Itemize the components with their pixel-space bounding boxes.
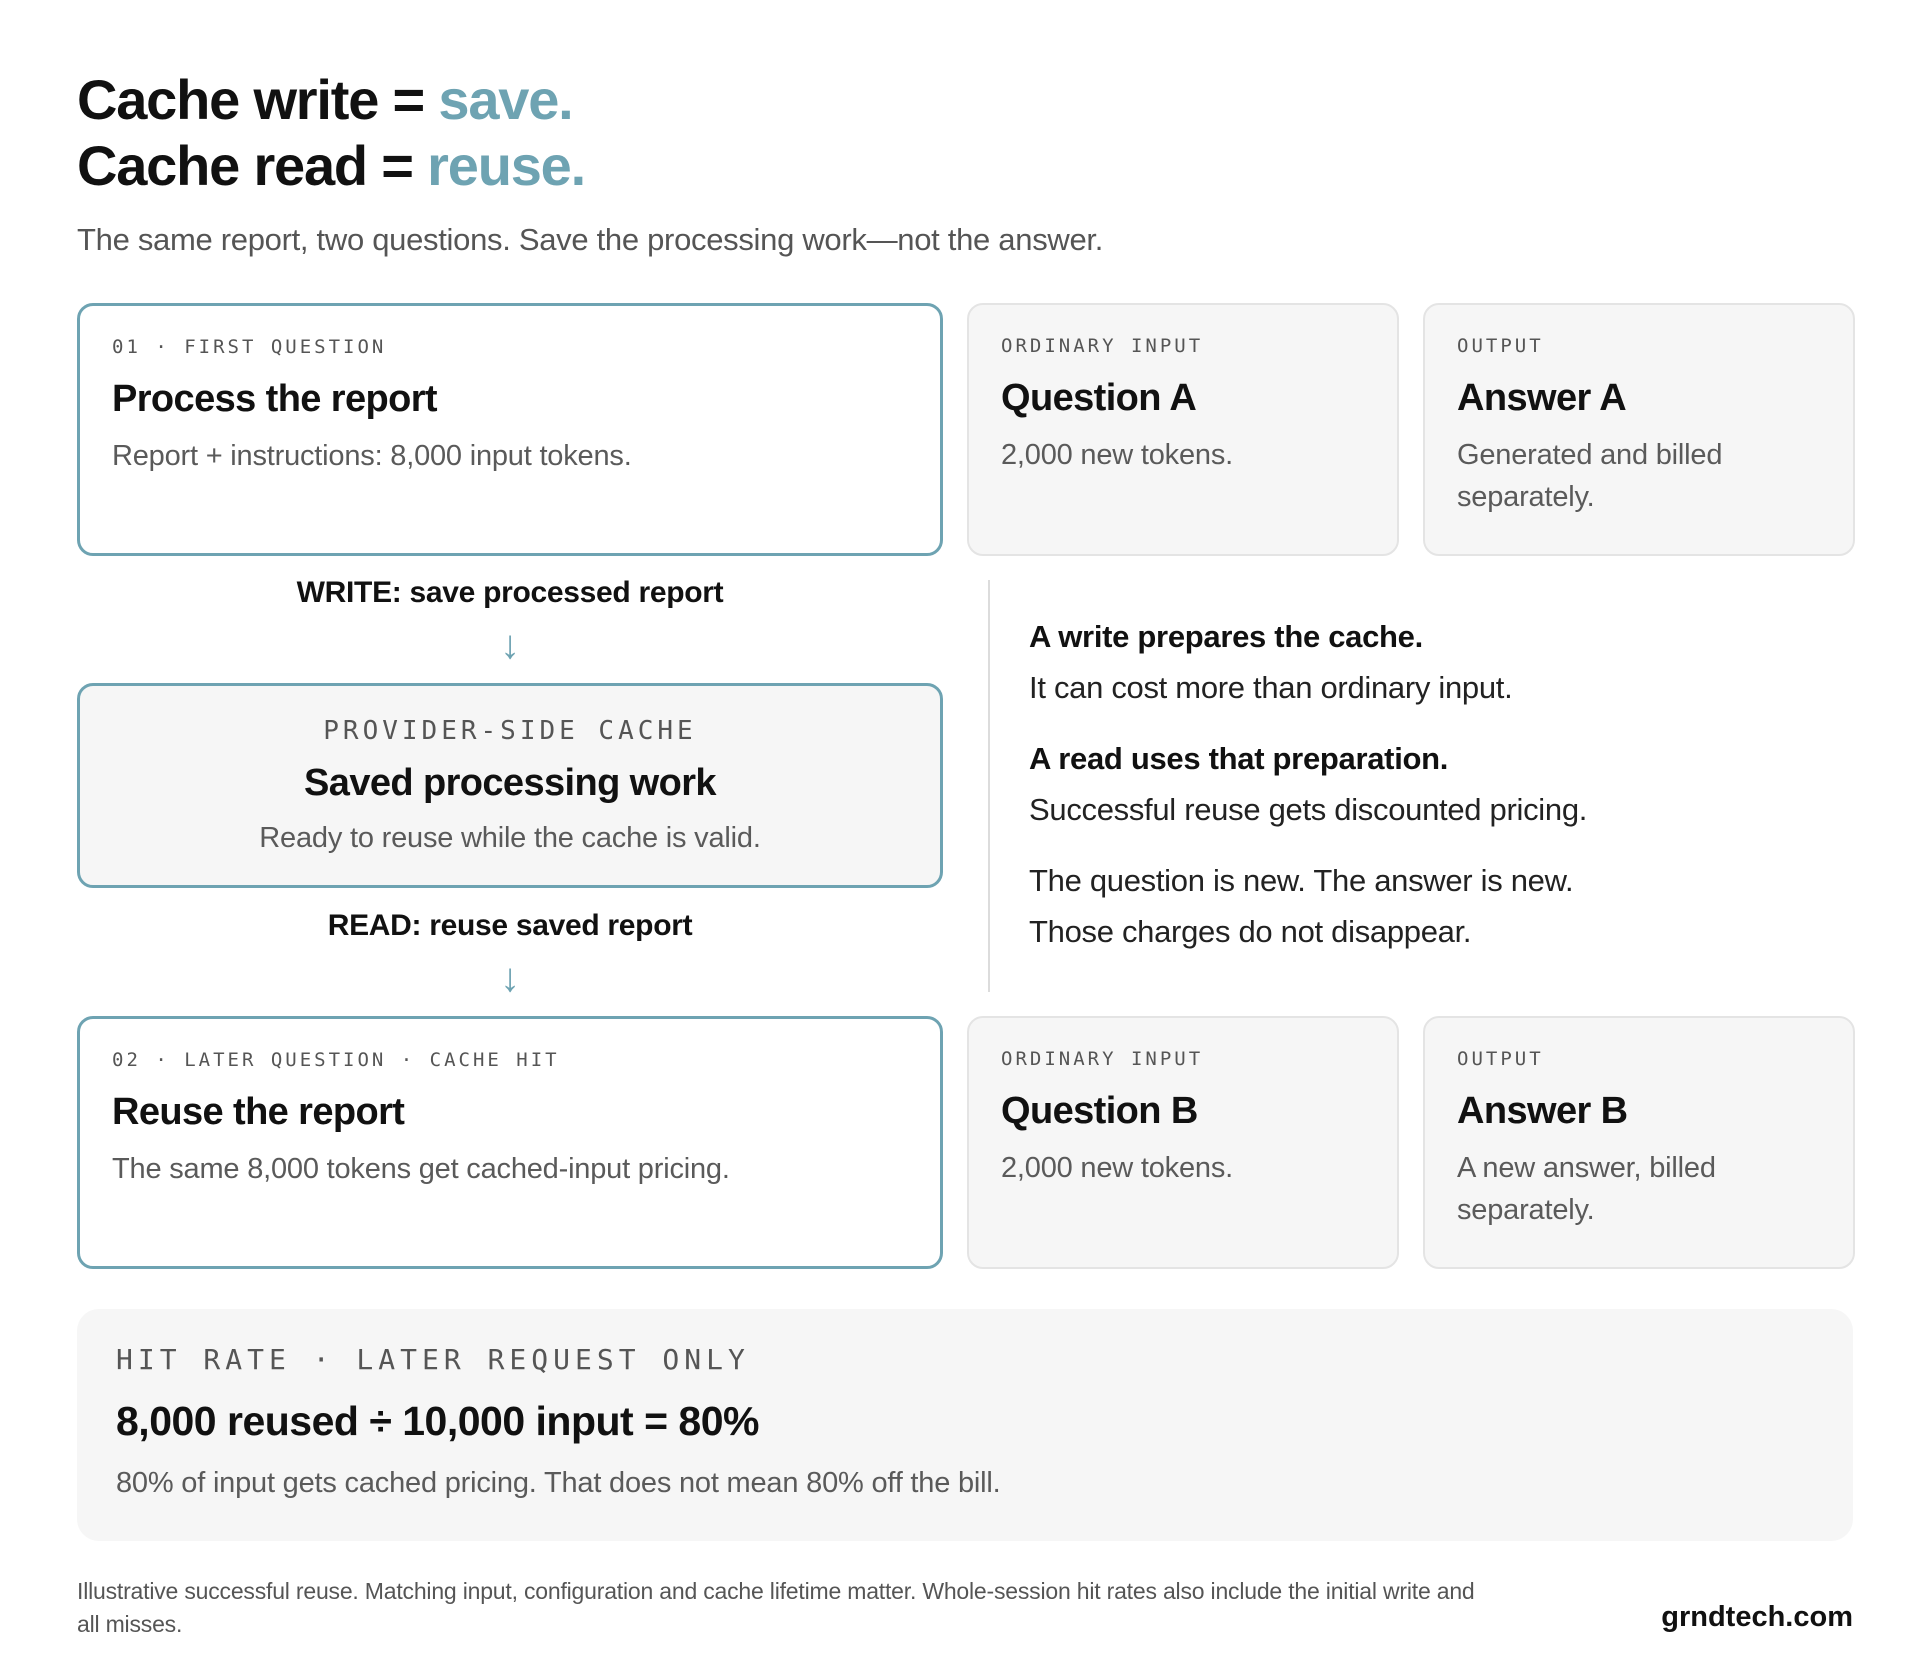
subtitle: The same report, two questions. Save the processing work—not the answer.	[77, 222, 1104, 257]
provider-cache-title: Saved processing work	[304, 762, 716, 804]
note-line-2: Those charges do not disappear.	[1029, 914, 1472, 949]
answer-b-text: A new answer, billed separately.	[1457, 1152, 1716, 1227]
answer-a-text: Generated and billed separately.	[1457, 439, 1723, 514]
provider-cache-card	[77, 683, 943, 888]
later-question-card	[77, 1016, 943, 1269]
answer-a-eyebrow: OUTPUT	[1457, 335, 1544, 357]
read-label: READ: reuse saved report	[327, 909, 693, 942]
divider-line	[988, 580, 990, 992]
later-question-title: Reuse the report	[112, 1091, 405, 1133]
hit-rate-formula: 8,000 reused ÷ 10,000 input = 80%	[116, 1398, 759, 1444]
note-read-text: Successful reuse gets discounted pricing.	[1029, 792, 1588, 827]
first-question-eyebrow: 01 · FIRST QUESTION	[112, 336, 387, 358]
first-question-title: Process the report	[112, 378, 437, 420]
write-label: WRITE: save processed report	[296, 576, 724, 609]
title-read-prefix: Cache read =	[77, 134, 428, 197]
question-a-text: 2,000 new tokens.	[1001, 439, 1233, 471]
hit-rate-panel	[77, 1309, 1853, 1541]
footnote: Illustrative successful reuse. Matching input, configuration and cache lifetime matter. Whole-session hit rates also include the initial write and all misses.	[77, 1578, 1475, 1638]
hit-rate-note: 80% of input gets cached pricing. That does not mean 80% off the bill.	[116, 1467, 1001, 1499]
hit-rate-eyebrow: HIT RATE · LATER REQUEST ONLY	[116, 1343, 750, 1376]
answer-b-eyebrow: OUTPUT	[1457, 1048, 1544, 1070]
title-read-accent: reuse.	[427, 134, 585, 197]
question-a-title: Question A	[1001, 377, 1197, 419]
provider-cache-eyebrow: PROVIDER-SIDE CACHE	[323, 716, 697, 746]
title-line-write	[77, 68, 573, 131]
title-write-accent: save.	[438, 68, 573, 131]
answer-a-card	[1423, 303, 1855, 556]
first-question-text: Report + instructions: 8,000 input tokens.	[112, 440, 632, 472]
first-question-card	[77, 303, 943, 556]
arrow-down-icon: ↓	[500, 623, 520, 667]
later-question-text: The same 8,000 tokens get cached-input pricing.	[112, 1153, 730, 1185]
answer-b-card	[1423, 1016, 1855, 1269]
question-b-title: Question B	[1001, 1090, 1198, 1132]
later-question-eyebrow: 02 · LATER QUESTION · CACHE HIT	[112, 1049, 560, 1071]
note-line-1: The question is new. The answer is new.	[1029, 863, 1574, 898]
title-write-prefix: Cache write =	[77, 68, 439, 131]
question-b-card	[967, 1016, 1399, 1269]
note-write-text: It can cost more than ordinary input.	[1029, 670, 1513, 705]
question-b-eyebrow: ORDINARY INPUT	[1001, 1048, 1204, 1070]
answer-a-title: Answer A	[1457, 377, 1627, 419]
answer-b-title: Answer B	[1457, 1090, 1628, 1132]
question-a-card	[967, 303, 1399, 556]
note-read-heading: A read uses that preparation.	[1029, 741, 1449, 776]
question-b-text: 2,000 new tokens.	[1001, 1152, 1233, 1184]
arrow-down-icon: ↓	[500, 956, 520, 1000]
title-line-read	[77, 134, 585, 197]
site-domain: grndtech.com	[1661, 1601, 1853, 1633]
provider-cache-text: Ready to reuse while the cache is valid.	[259, 822, 761, 854]
note-write-heading: A write prepares the cache.	[1029, 619, 1423, 654]
question-a-eyebrow: ORDINARY INPUT	[1001, 335, 1204, 357]
